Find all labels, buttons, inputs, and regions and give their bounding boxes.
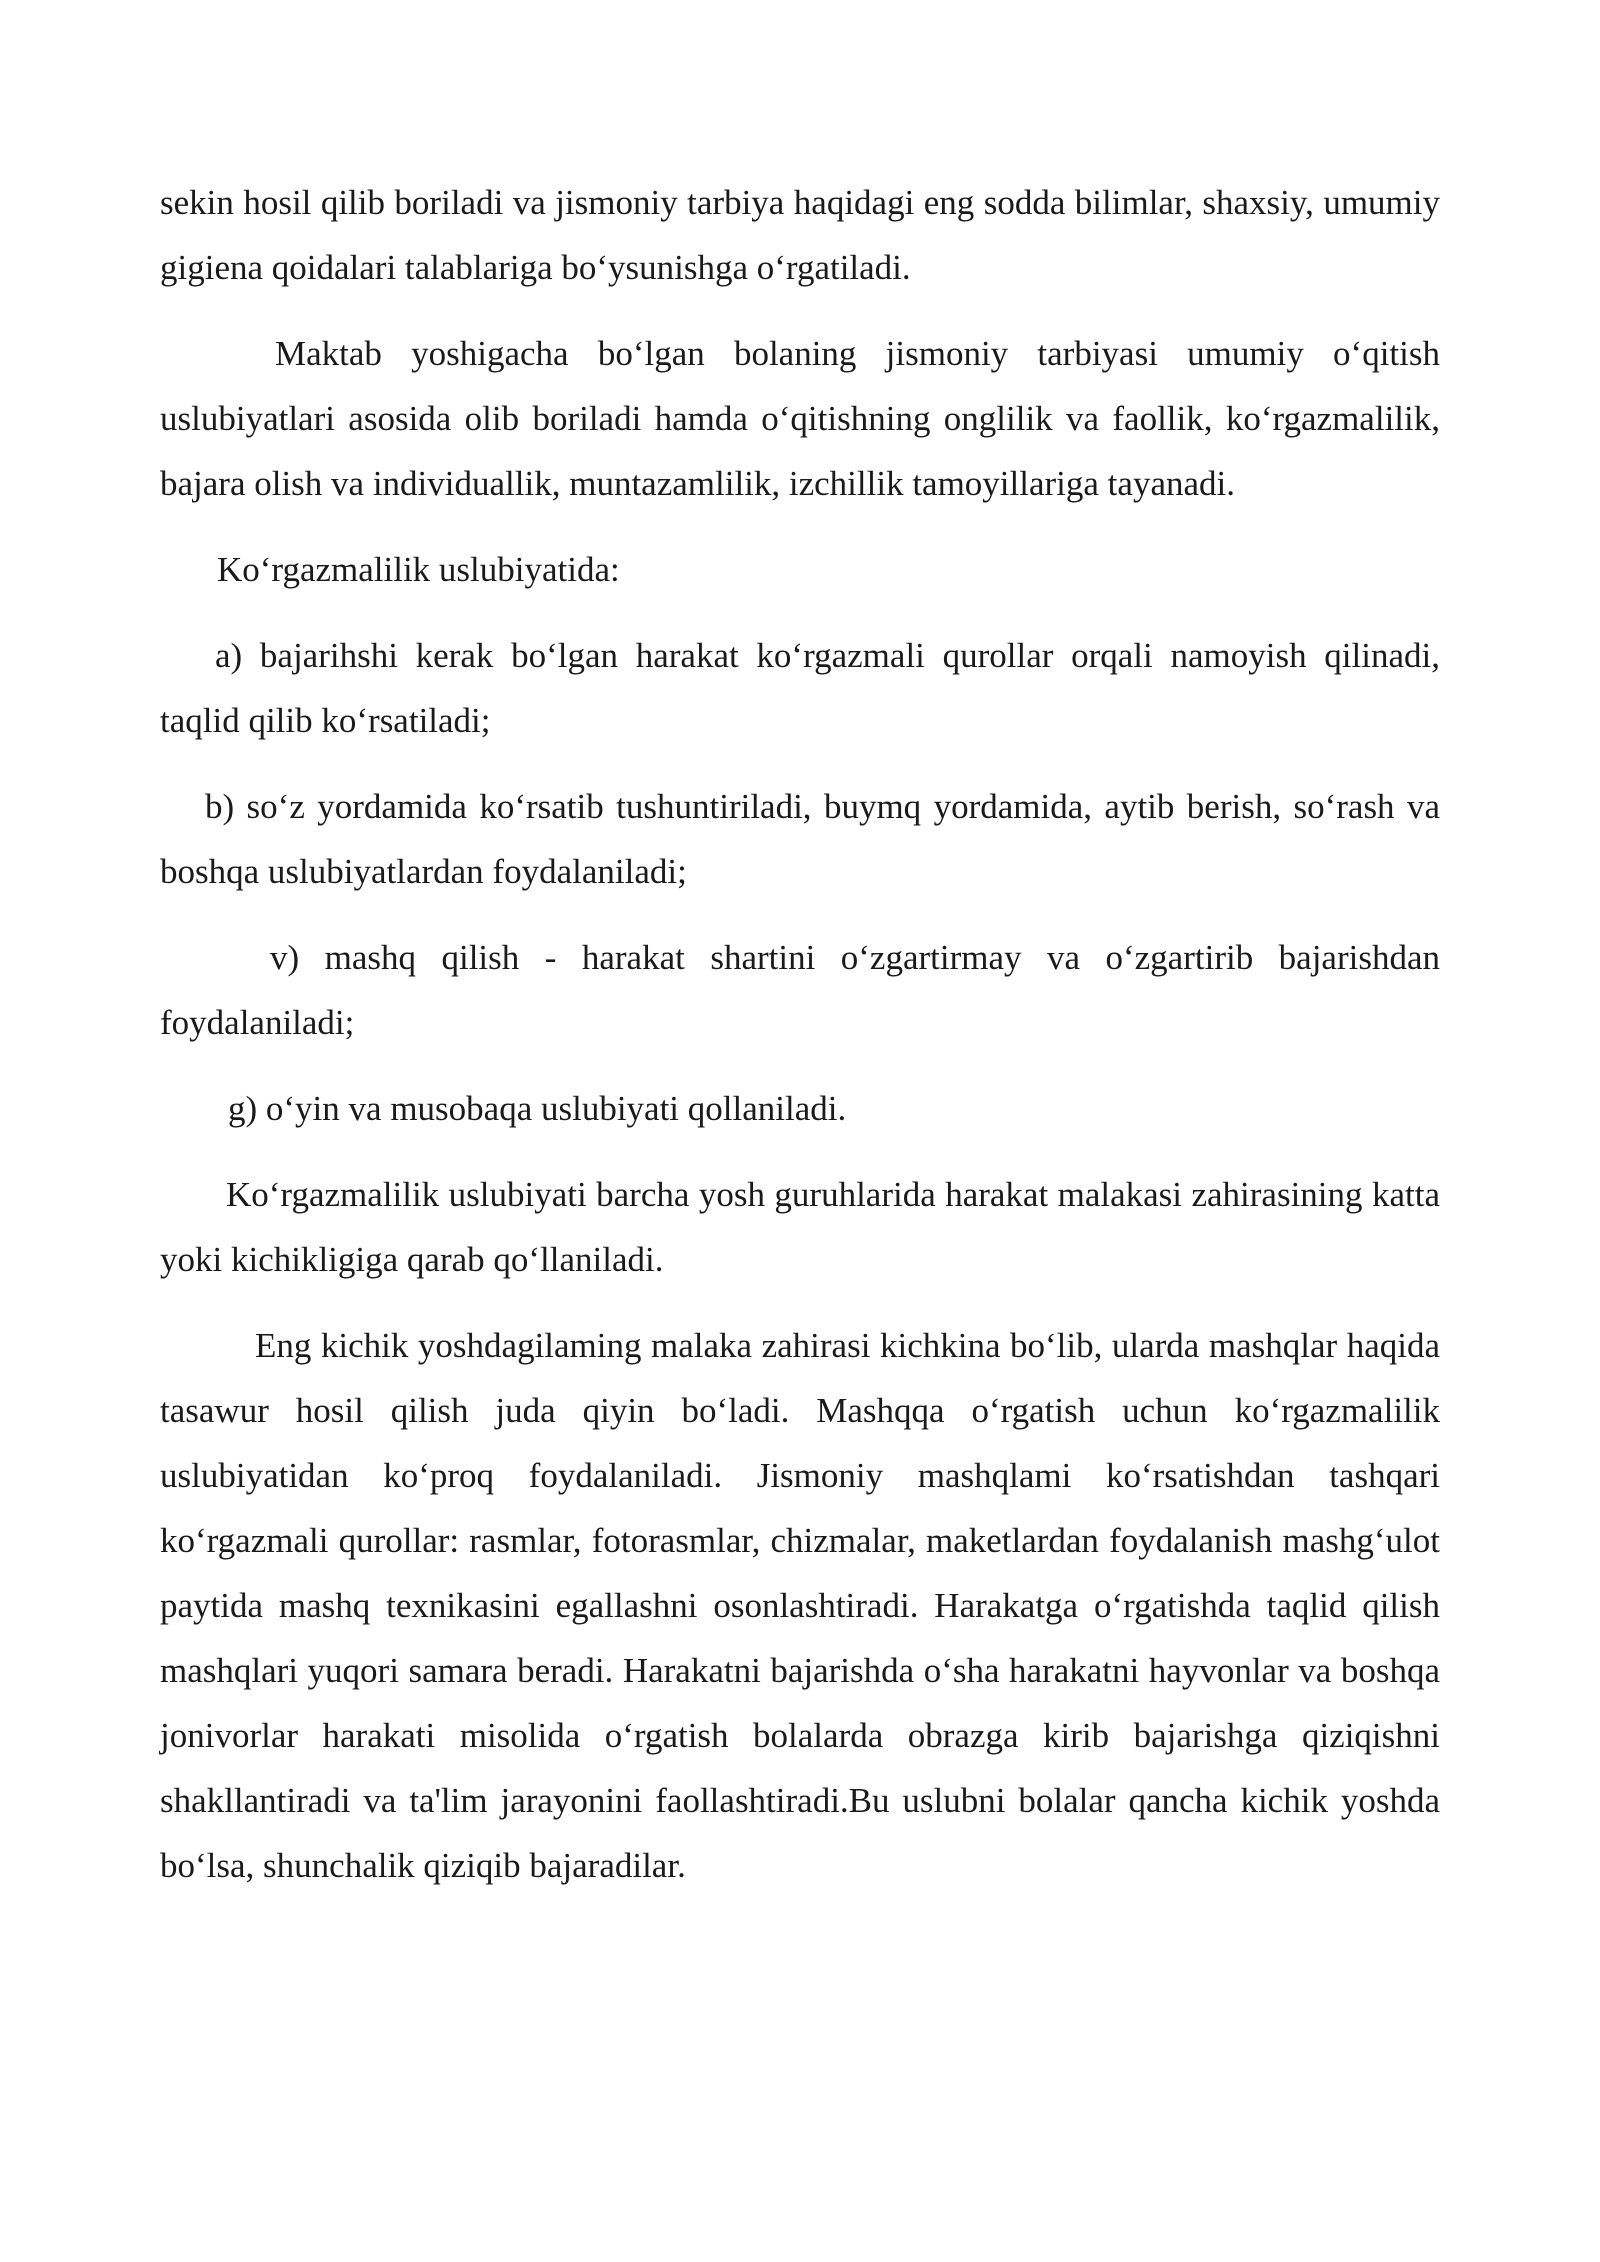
paragraph-age-groups: Koʻrgazmalilik uslubiyati barcha yosh guruhlarida harakat malakasi zahirasining katta yoki kichikligiga qarab qoʻllaniladi. bbox=[160, 1175, 1440, 1279]
paragraph-continuation: sekin hosil qilib boriladi va jismoniy tarbiya haqidagi eng sodda bilimlar, shaxsiy, umumiy gigiena qoidalari talablariga boʻysunishga oʻrgatiladi. bbox=[160, 183, 1440, 287]
list-item-a: a) bajarihshi kerak boʻlgan harakat koʻrgazmali qurollar orqali namoyish qilinadi, taqlid qilib koʻrsatiladi; bbox=[160, 636, 1440, 740]
paragraph-visual-method-heading: Koʻrgazmalilik uslubiyatida: bbox=[217, 550, 620, 589]
list-item-v: v) mashq qilish - harakat shartini oʻzgartirmay va oʻzgartirib bajarishdan foydalaniladi; bbox=[160, 938, 1440, 1042]
paragraph-youngest-children: Eng kichik yoshdagilaming malaka zahirasi kichkina boʻlib, ularda mashqlar haqida tasawur hosil qilish juda qiyin boʻladi. Mashqqa oʻrgatish uchun koʻrgazmalilik uslubiyatidan koʻproq foydalaniladi. Jismoniy mashqlami koʻrsatishdan tashqari koʻrgazmali qurollar: rasmlar, fotorasmlar, chizmalar, maketlardan foydalanish mashgʻulot paytida mashq texnikasini egallashni osonlashtiradi. Harakatga oʻrgatishda taqlid qilish mashqlari yuqori samara beradi. Harakatni bajarishda oʻsha harakatni hayvonlar va boshqa jonivorlar harakati misolida oʻrgatish bolalarda obrazga kirib bajarishga qiziqishni shakllantiradi va ta'lim jarayonini faollashtiradi.Bu uslubni bolalar qancha kichik yoshda boʻlsa, shunchalik qiziqib bajaradilar. bbox=[160, 1326, 1440, 1885]
list-item-g: g) oʻyin va musobaqa uslubiyati qollaniladi. bbox=[228, 1089, 847, 1128]
list-item-b: b) soʻz yordamida koʻrsatib tushuntiriladi, buymq yordamida, aytib berish, soʻrash va boshqa uslubiyatlardan foydalaniladi; bbox=[160, 787, 1440, 891]
paragraph-teaching-principles: Maktab yoshigacha boʻlgan bolaning jismoniy tarbiyasi umumiy oʻqitish uslubiyatlari asosida olib boriladi hamda oʻqitishning onglilik va faollik, koʻrgazmalilik, bajara olish va individuallik, muntazamlilik, izchillik tamoyillariga tayanadi. bbox=[160, 334, 1440, 503]
document-page bbox=[160, 170, 1440, 1898]
